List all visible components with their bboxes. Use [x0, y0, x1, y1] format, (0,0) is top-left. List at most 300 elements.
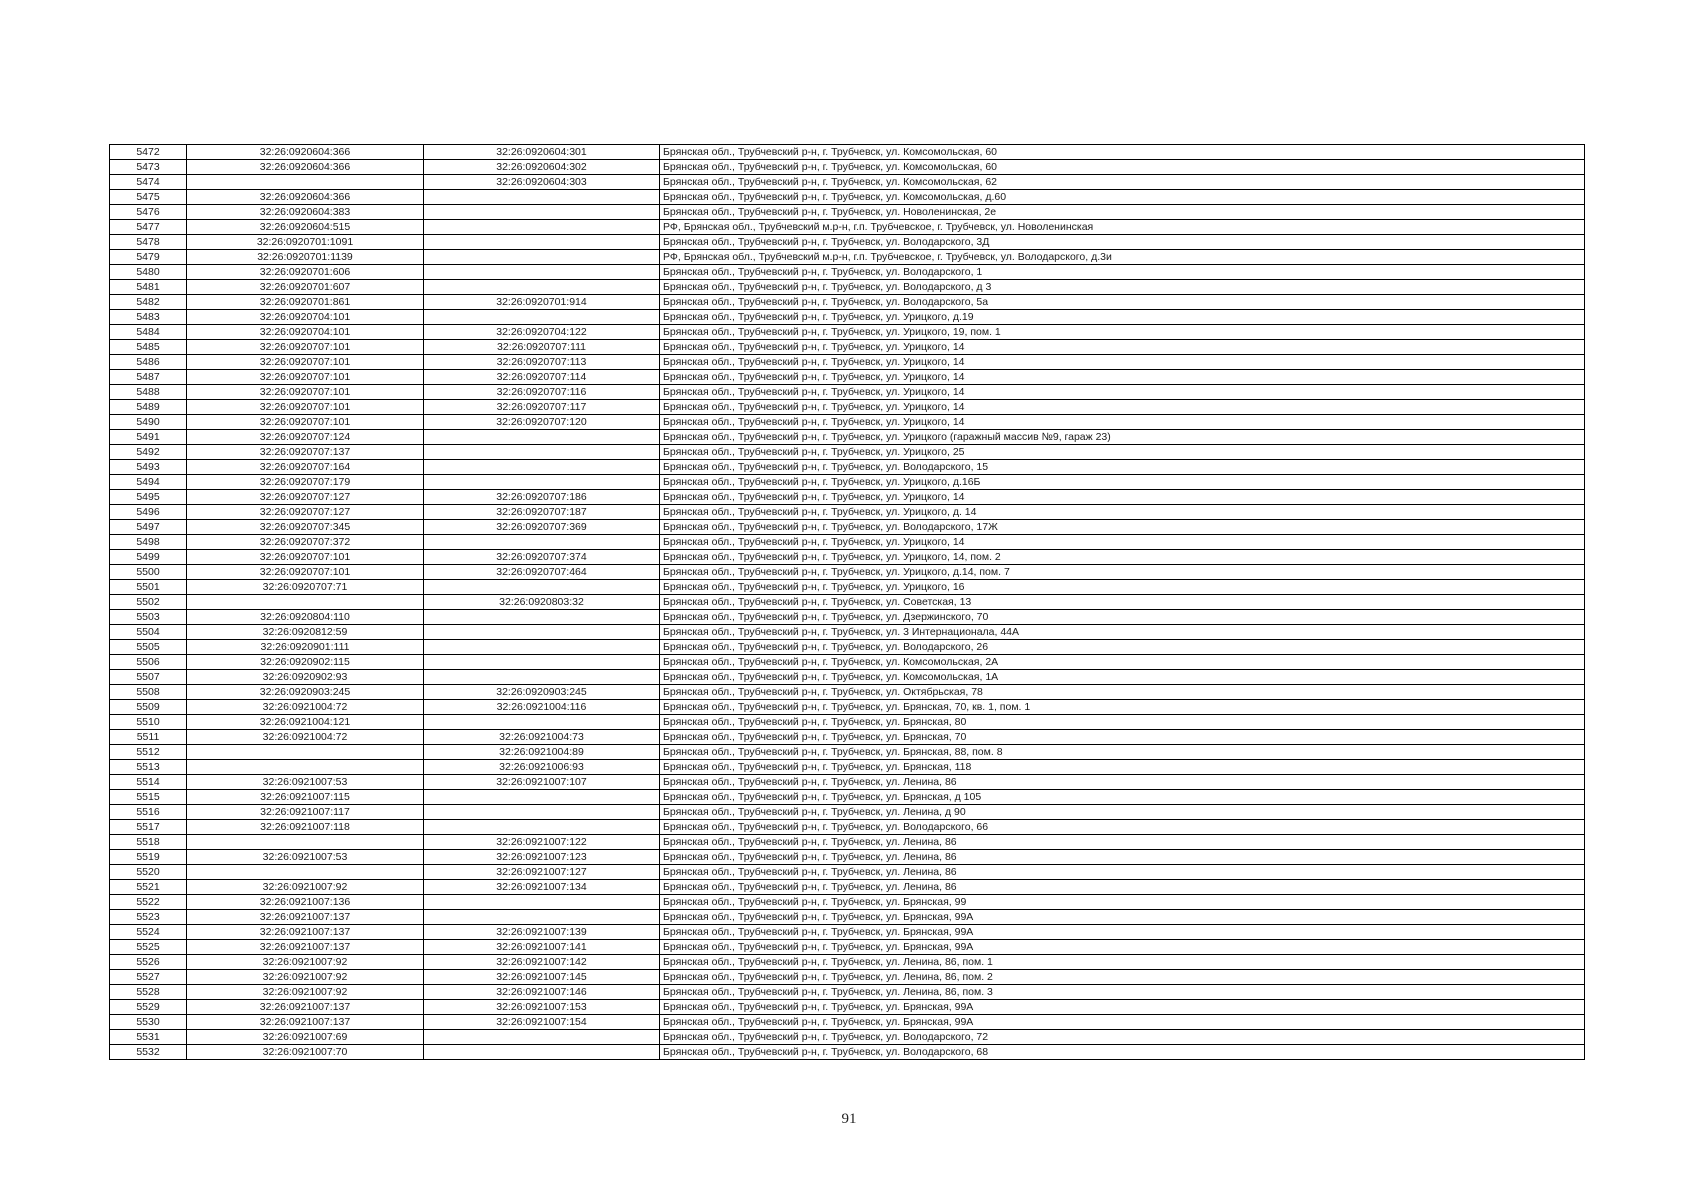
object-cadastral-number-cell: [424, 655, 660, 670]
address-cell: Брянская обл., Трубчевский р-н, г. Трубчевск, ул. Урицкого, 14: [660, 370, 1585, 385]
address-cell: Брянская обл., Трубчевский р-н, г. Трубчевск, ул. Володарского, 17Ж: [660, 520, 1585, 535]
row-number-cell: 5503: [110, 610, 187, 625]
land-cadastral-number-cell: [187, 595, 424, 610]
address-cell: Брянская обл., Трубчевский р-н, г. Трубчевск, ул. Володарского, 72: [660, 1030, 1585, 1045]
land-cadastral-number-cell: 32:26:0921007:70: [187, 1045, 424, 1060]
row-number-cell: 5473: [110, 160, 187, 175]
address-cell: Брянская обл., Трубчевский р-н, г. Трубчевск, ул. Комсомольская, 2А: [660, 655, 1585, 670]
table-row: [110, 175, 1585, 190]
table-row: [110, 610, 1585, 625]
row-number-cell: 5497: [110, 520, 187, 535]
object-cadastral-number-cell: 32:26:0921007:123: [424, 850, 660, 865]
land-cadastral-number-cell: 32:26:0921007:115: [187, 790, 424, 805]
row-number-cell: 5480: [110, 265, 187, 280]
table-row: [110, 265, 1585, 280]
address-cell: Брянская обл., Трубчевский р-н, г. Трубчевск, ул. Володарского, 15: [660, 460, 1585, 475]
row-number-cell: 5491: [110, 430, 187, 445]
land-cadastral-number-cell: 32:26:0921007:137: [187, 925, 424, 940]
row-number-cell: 5516: [110, 805, 187, 820]
address-cell: Брянская обл., Трубчевский р-н, г. Трубчевск, ул. 3 Интернационала, 44А: [660, 625, 1585, 640]
land-cadastral-number-cell: 32:26:0920707:137: [187, 445, 424, 460]
table-row: [110, 160, 1585, 175]
table-row: [110, 595, 1585, 610]
address-cell: Брянская обл., Трубчевский р-н, г. Трубчевск, ул. Комсомольская, 62: [660, 175, 1585, 190]
address-cell: Брянская обл., Трубчевский р-н, г. Трубчевск, ул. Брянская, 99А: [660, 1000, 1585, 1015]
object-cadastral-number-cell: [424, 715, 660, 730]
land-cadastral-number-cell: 32:26:0920707:101: [187, 565, 424, 580]
row-number-cell: 5485: [110, 340, 187, 355]
table-row: [110, 475, 1585, 490]
object-cadastral-number-cell: 32:26:0921007:153: [424, 1000, 660, 1015]
row-number-cell: 5483: [110, 310, 187, 325]
land-cadastral-number-cell: 32:26:0920707:345: [187, 520, 424, 535]
row-number-cell: 5490: [110, 415, 187, 430]
land-cadastral-number-cell: 32:26:0920701:606: [187, 265, 424, 280]
table-row: [110, 1000, 1585, 1015]
address-cell: Брянская обл., Трубчевский р-н, г. Трубчевск, ул. Урицкого, 14: [660, 490, 1585, 505]
table-row: [110, 340, 1585, 355]
row-number-cell: 5474: [110, 175, 187, 190]
address-cell: Брянская обл., Трубчевский р-н, г. Трубчевск, ул. Брянская, 80: [660, 715, 1585, 730]
table-row: [110, 895, 1585, 910]
address-cell: Брянская обл., Трубчевский р-н, г. Трубчевск, ул. Урицкого, 14: [660, 385, 1585, 400]
row-number-cell: 5519: [110, 850, 187, 865]
address-cell: Брянская обл., Трубчевский р-н, г. Трубчевск, ул. Дзержинского, 70: [660, 610, 1585, 625]
row-number-cell: 5523: [110, 910, 187, 925]
table-row: [110, 820, 1585, 835]
land-cadastral-number-cell: 32:26:0920707:101: [187, 550, 424, 565]
object-cadastral-number-cell: 32:26:0921007:141: [424, 940, 660, 955]
land-cadastral-number-cell: 32:26:0921007:69: [187, 1030, 424, 1045]
table-row: [110, 730, 1585, 745]
address-cell: РФ, Брянская обл., Трубчевский м.р-н, г.п. Трубчевское, г. Трубчевск, ул. Новоленинская: [660, 220, 1585, 235]
object-cadastral-number-cell: [424, 610, 660, 625]
object-cadastral-number-cell: [424, 280, 660, 295]
address-cell: Брянская обл., Трубчевский р-н, г. Трубчевск, ул. Брянская, 88, пом. 8: [660, 745, 1585, 760]
address-cell: Брянская обл., Трубчевский р-н, г. Трубчевск, ул. Володарского, 26: [660, 640, 1585, 655]
table-row: [110, 190, 1585, 205]
address-cell: Брянская обл., Трубчевский р-н, г. Трубчевск, ул. Володарского, 1: [660, 265, 1585, 280]
row-number-cell: 5481: [110, 280, 187, 295]
land-cadastral-number-cell: 32:26:0920707:127: [187, 505, 424, 520]
land-cadastral-number-cell: 32:26:0920707:101: [187, 355, 424, 370]
table-row: [110, 505, 1585, 520]
table-row: [110, 880, 1585, 895]
row-number-cell: 5486: [110, 355, 187, 370]
object-cadastral-number-cell: 32:26:0920707:114: [424, 370, 660, 385]
row-number-cell: 5506: [110, 655, 187, 670]
address-cell: Брянская обл., Трубчевский р-н, г. Трубчевск, ул. Ленина, 86: [660, 880, 1585, 895]
table-row: [110, 775, 1585, 790]
table-row: [110, 835, 1585, 850]
row-number-cell: 5531: [110, 1030, 187, 1045]
object-cadastral-number-cell: 32:26:0921007:134: [424, 880, 660, 895]
table-row: [110, 580, 1585, 595]
land-cadastral-number-cell: 32:26:0920707:372: [187, 535, 424, 550]
object-cadastral-number-cell: 32:26:0920707:117: [424, 400, 660, 415]
table-row: [110, 1015, 1585, 1030]
table-row: [110, 655, 1585, 670]
land-cadastral-number-cell: 32:26:0921007:137: [187, 1000, 424, 1015]
table-row: [110, 970, 1585, 985]
address-cell: Брянская обл., Трубчевский р-н, г. Трубчевск, ул. Урицкого, д.16Б: [660, 475, 1585, 490]
row-number-cell: 5488: [110, 385, 187, 400]
land-cadastral-number-cell: 32:26:0920707:164: [187, 460, 424, 475]
land-cadastral-number-cell: 32:26:0921007:117: [187, 805, 424, 820]
object-cadastral-number-cell: 32:26:0920707:464: [424, 565, 660, 580]
row-number-cell: 5498: [110, 535, 187, 550]
table-row: [110, 865, 1585, 880]
table-row: [110, 445, 1585, 460]
address-cell: Брянская обл., Трубчевский р-н, г. Трубчевск, ул. Урицкого, д.19: [660, 310, 1585, 325]
address-cell: Брянская обл., Трубчевский р-н, г. Трубчевск, ул. Урицкого, 14: [660, 415, 1585, 430]
object-cadastral-number-cell: [424, 265, 660, 280]
address-cell: Брянская обл., Трубчевский р-н, г. Трубчевск, ул. Володарского, 3Д: [660, 235, 1585, 250]
cadastre-table: [109, 144, 1585, 1060]
object-cadastral-number-cell: [424, 475, 660, 490]
table-row: [110, 745, 1585, 760]
table-row: [110, 640, 1585, 655]
object-cadastral-number-cell: 32:26:0920707:187: [424, 505, 660, 520]
land-cadastral-number-cell: 32:26:0921007:118: [187, 820, 424, 835]
object-cadastral-number-cell: 32:26:0921007:146: [424, 985, 660, 1000]
row-number-cell: 5518: [110, 835, 187, 850]
address-cell: Брянская обл., Трубчевский р-н, г. Трубчевск, ул. Урицкого, 25: [660, 445, 1585, 460]
object-cadastral-number-cell: 32:26:0920604:301: [424, 145, 660, 160]
land-cadastral-number-cell: [187, 835, 424, 850]
row-number-cell: 5512: [110, 745, 187, 760]
object-cadastral-number-cell: 32:26:0921004:116: [424, 700, 660, 715]
row-number-cell: 5495: [110, 490, 187, 505]
land-cadastral-number-cell: 32:26:0920707:101: [187, 385, 424, 400]
table-row: [110, 355, 1585, 370]
table-row: [110, 670, 1585, 685]
object-cadastral-number-cell: [424, 670, 660, 685]
object-cadastral-number-cell: 32:26:0921007:122: [424, 835, 660, 850]
table-row: [110, 145, 1585, 160]
row-number-cell: 5479: [110, 250, 187, 265]
table-row: [110, 790, 1585, 805]
land-cadastral-number-cell: 32:26:0920704:101: [187, 325, 424, 340]
table-row: [110, 910, 1585, 925]
object-cadastral-number-cell: 32:26:0920903:245: [424, 685, 660, 700]
land-cadastral-number-cell: 32:26:0920901:111: [187, 640, 424, 655]
table-row: [110, 955, 1585, 970]
table-row: [110, 685, 1585, 700]
row-number-cell: 5476: [110, 205, 187, 220]
address-cell: Брянская обл., Трубчевский р-н, г. Трубчевск, ул. Ленина, 86: [660, 775, 1585, 790]
object-cadastral-number-cell: [424, 640, 660, 655]
address-cell: Брянская обл., Трубчевский р-н, г. Трубчевск, ул. Урицкого, 14: [660, 340, 1585, 355]
address-cell: РФ, Брянская обл., Трубчевский м.р-н, г.п. Трубчевское, г. Трубчевск, ул. Володарского, д.3и: [660, 250, 1585, 265]
row-number-cell: 5508: [110, 685, 187, 700]
row-number-cell: 5522: [110, 895, 187, 910]
address-cell: Брянская обл., Трубчевский р-н, г. Трубчевск, ул. Ленина, д 90: [660, 805, 1585, 820]
address-cell: Брянская обл., Трубчевский р-н, г. Трубчевск, ул. Володарского, 66: [660, 820, 1585, 835]
object-cadastral-number-cell: 32:26:0921004:89: [424, 745, 660, 760]
row-number-cell: 5520: [110, 865, 187, 880]
row-number-cell: 5524: [110, 925, 187, 940]
table-row: [110, 625, 1585, 640]
row-number-cell: 5509: [110, 700, 187, 715]
address-cell: Брянская обл., Трубчевский р-н, г. Трубчевск, ул. Урицкого, 16: [660, 580, 1585, 595]
address-cell: Брянская обл., Трубчевский р-н, г. Трубчевск, ул. Урицкого, 14: [660, 535, 1585, 550]
object-cadastral-number-cell: [424, 805, 660, 820]
cadastre-table-body: [110, 145, 1585, 1060]
table-row: [110, 490, 1585, 505]
row-number-cell: 5529: [110, 1000, 187, 1015]
object-cadastral-number-cell: [424, 310, 660, 325]
land-cadastral-number-cell: 32:26:0921007:92: [187, 880, 424, 895]
land-cadastral-number-cell: 32:26:0920812:59: [187, 625, 424, 640]
land-cadastral-number-cell: 32:26:0920707:101: [187, 400, 424, 415]
table-row: [110, 940, 1585, 955]
land-cadastral-number-cell: 32:26:0920704:101: [187, 310, 424, 325]
object-cadastral-number-cell: [424, 430, 660, 445]
land-cadastral-number-cell: 32:26:0921004:72: [187, 700, 424, 715]
row-number-cell: 5489: [110, 400, 187, 415]
object-cadastral-number-cell: 32:26:0920707:116: [424, 385, 660, 400]
address-cell: Брянская обл., Трубчевский р-н, г. Трубчевск, ул. Брянская, 99А: [660, 1015, 1585, 1030]
address-cell: Брянская обл., Трубчевский р-н, г. Трубчевск, ул. Брянская, 118: [660, 760, 1585, 775]
object-cadastral-number-cell: 32:26:0921007:145: [424, 970, 660, 985]
table-row: [110, 370, 1585, 385]
land-cadastral-number-cell: 32:26:0921007:92: [187, 955, 424, 970]
object-cadastral-number-cell: 32:26:0921007:154: [424, 1015, 660, 1030]
address-cell: Брянская обл., Трубчевский р-н, г. Трубчевск, ул. Урицкого (гаражный массив №9, гараж 23): [660, 430, 1585, 445]
table-row: [110, 415, 1585, 430]
land-cadastral-number-cell: 32:26:0920701:607: [187, 280, 424, 295]
object-cadastral-number-cell: [424, 1030, 660, 1045]
object-cadastral-number-cell: [424, 910, 660, 925]
address-cell: Брянская обл., Трубчевский р-н, г. Трубчевск, ул. Брянская, 99А: [660, 940, 1585, 955]
table-row: [110, 280, 1585, 295]
land-cadastral-number-cell: 32:26:0921007:92: [187, 970, 424, 985]
land-cadastral-number-cell: 32:26:0920707:101: [187, 340, 424, 355]
address-cell: Брянская обл., Трубчевский р-н, г. Трубчевск, ул. Брянская, 99А: [660, 925, 1585, 940]
land-cadastral-number-cell: 32:26:0920701:1139: [187, 250, 424, 265]
land-cadastral-number-cell: 32:26:0920604:366: [187, 145, 424, 160]
object-cadastral-number-cell: [424, 235, 660, 250]
row-number-cell: 5507: [110, 670, 187, 685]
table-row: [110, 715, 1585, 730]
land-cadastral-number-cell: [187, 760, 424, 775]
table-row: [110, 985, 1585, 1000]
object-cadastral-number-cell: 32:26:0921007:142: [424, 955, 660, 970]
address-cell: Брянская обл., Трубчевский р-н, г. Трубчевск, ул. Урицкого, 14: [660, 355, 1585, 370]
address-cell: Брянская обл., Трубчевский р-н, г. Трубчевск, ул. Комсомольская, 60: [660, 160, 1585, 175]
object-cadastral-number-cell: 32:26:0920707:186: [424, 490, 660, 505]
table-row: [110, 565, 1585, 580]
row-number-cell: 5478: [110, 235, 187, 250]
table-row: [110, 400, 1585, 415]
address-cell: Брянская обл., Трубчевский р-н, г. Трубчевск, ул. Комсомольская, 60: [660, 145, 1585, 160]
row-number-cell: 5477: [110, 220, 187, 235]
table-row: [110, 1045, 1585, 1060]
address-cell: Брянская обл., Трубчевский р-н, г. Трубчевск, ул. Ленина, 86: [660, 835, 1585, 850]
object-cadastral-number-cell: [424, 580, 660, 595]
row-number-cell: 5496: [110, 505, 187, 520]
land-cadastral-number-cell: 32:26:0921007:137: [187, 910, 424, 925]
object-cadastral-number-cell: 32:26:0921006:93: [424, 760, 660, 775]
row-number-cell: 5532: [110, 1045, 187, 1060]
object-cadastral-number-cell: [424, 205, 660, 220]
address-cell: Брянская обл., Трубчевский р-н, г. Трубчевск, ул. Ленина, 86: [660, 865, 1585, 880]
row-number-cell: 5504: [110, 625, 187, 640]
object-cadastral-number-cell: 32:26:0921007:139: [424, 925, 660, 940]
object-cadastral-number-cell: 32:26:0920707:374: [424, 550, 660, 565]
table-row: [110, 1030, 1585, 1045]
land-cadastral-number-cell: 32:26:0920903:245: [187, 685, 424, 700]
row-number-cell: 5521: [110, 880, 187, 895]
land-cadastral-number-cell: 32:26:0920701:1091: [187, 235, 424, 250]
table-row: [110, 205, 1585, 220]
land-cadastral-number-cell: 32:26:0920604:515: [187, 220, 424, 235]
row-number-cell: 5505: [110, 640, 187, 655]
row-number-cell: 5517: [110, 820, 187, 835]
table-row: [110, 805, 1585, 820]
object-cadastral-number-cell: [424, 535, 660, 550]
object-cadastral-number-cell: 32:26:0921004:73: [424, 730, 660, 745]
object-cadastral-number-cell: 32:26:0920707:120: [424, 415, 660, 430]
object-cadastral-number-cell: [424, 1045, 660, 1060]
land-cadastral-number-cell: 32:26:0921004:72: [187, 730, 424, 745]
land-cadastral-number-cell: 32:26:0920902:93: [187, 670, 424, 685]
address-cell: Брянская обл., Трубчевский р-н, г. Трубчевск, ул. Комсомольская, д.60: [660, 190, 1585, 205]
row-number-cell: 5484: [110, 325, 187, 340]
address-cell: Брянская обл., Трубчевский р-н, г. Трубчевск, ул. Брянская, д 105: [660, 790, 1585, 805]
land-cadastral-number-cell: [187, 745, 424, 760]
table-row: [110, 235, 1585, 250]
land-cadastral-number-cell: 32:26:0921007:92: [187, 985, 424, 1000]
land-cadastral-number-cell: 32:26:0920707:124: [187, 430, 424, 445]
address-cell: Брянская обл., Трубчевский р-н, г. Трубчевск, ул. Брянская, 99: [660, 895, 1585, 910]
land-cadastral-number-cell: 32:26:0921007:53: [187, 850, 424, 865]
row-number-cell: 5511: [110, 730, 187, 745]
row-number-cell: 5482: [110, 295, 187, 310]
land-cadastral-number-cell: 32:26:0920707:127: [187, 490, 424, 505]
address-cell: Брянская обл., Трубчевский р-н, г. Трубчевск, ул. Ленина, 86, пом. 1: [660, 955, 1585, 970]
row-number-cell: 5494: [110, 475, 187, 490]
object-cadastral-number-cell: 32:26:0920701:914: [424, 295, 660, 310]
page-number: 91: [841, 1111, 857, 1127]
land-cadastral-number-cell: 32:26:0921007:137: [187, 940, 424, 955]
row-number-cell: 5527: [110, 970, 187, 985]
address-cell: Брянская обл., Трубчевский р-н, г. Трубчевск, ул. Урицкого, 14: [660, 400, 1585, 415]
row-number-cell: 5510: [110, 715, 187, 730]
address-cell: Брянская обл., Трубчевский р-н, г. Трубчевск, ул. Новоленинская, 2е: [660, 205, 1585, 220]
row-number-cell: 5513: [110, 760, 187, 775]
address-cell: Брянская обл., Трубчевский р-н, г. Трубчевск, ул. Урицкого, д.14, пом. 7: [660, 565, 1585, 580]
land-cadastral-number-cell: 32:26:0920804:110: [187, 610, 424, 625]
object-cadastral-number-cell: [424, 220, 660, 235]
table-row: [110, 700, 1585, 715]
object-cadastral-number-cell: 32:26:0920707:369: [424, 520, 660, 535]
row-number-cell: 5514: [110, 775, 187, 790]
land-cadastral-number-cell: 32:26:0921007:53: [187, 775, 424, 790]
land-cadastral-number-cell: 32:26:0920707:179: [187, 475, 424, 490]
object-cadastral-number-cell: [424, 625, 660, 640]
table-row: [110, 535, 1585, 550]
land-cadastral-number-cell: 32:26:0921004:121: [187, 715, 424, 730]
land-cadastral-number-cell: [187, 175, 424, 190]
address-cell: Брянская обл., Трубчевский р-н, г. Трубчевск, ул. Брянская, 70, кв. 1, пом. 1: [660, 700, 1585, 715]
object-cadastral-number-cell: [424, 460, 660, 475]
object-cadastral-number-cell: 32:26:0921007:107: [424, 775, 660, 790]
land-cadastral-number-cell: 32:26:0921007:137: [187, 1015, 424, 1030]
object-cadastral-number-cell: [424, 790, 660, 805]
object-cadastral-number-cell: 32:26:0920707:113: [424, 355, 660, 370]
address-cell: Брянская обл., Трубчевский р-н, г. Трубчевск, ул. Ленина, 86, пом. 2: [660, 970, 1585, 985]
table-row: [110, 385, 1585, 400]
row-number-cell: 5499: [110, 550, 187, 565]
object-cadastral-number-cell: [424, 250, 660, 265]
object-cadastral-number-cell: 32:26:0920803:32: [424, 595, 660, 610]
table-row: [110, 220, 1585, 235]
row-number-cell: 5493: [110, 460, 187, 475]
object-cadastral-number-cell: 32:26:0920604:303: [424, 175, 660, 190]
object-cadastral-number-cell: [424, 190, 660, 205]
address-cell: Брянская обл., Трубчевский р-н, г. Трубчевск, ул. Октябрьская, 78: [660, 685, 1585, 700]
row-number-cell: 5501: [110, 580, 187, 595]
row-number-cell: 5492: [110, 445, 187, 460]
land-cadastral-number-cell: 32:26:0921007:136: [187, 895, 424, 910]
table-row: [110, 310, 1585, 325]
address-cell: Брянская обл., Трубчевский р-н, г. Трубчевск, ул. Володарского, д 3: [660, 280, 1585, 295]
object-cadastral-number-cell: [424, 445, 660, 460]
row-number-cell: 5500: [110, 565, 187, 580]
table-row: [110, 325, 1585, 340]
object-cadastral-number-cell: [424, 820, 660, 835]
land-cadastral-number-cell: 32:26:0920902:115: [187, 655, 424, 670]
table-row: [110, 850, 1585, 865]
land-cadastral-number-cell: [187, 865, 424, 880]
table-row: [110, 520, 1585, 535]
table-row: [110, 250, 1585, 265]
land-cadastral-number-cell: 32:26:0920707:71: [187, 580, 424, 595]
table-row: [110, 760, 1585, 775]
land-cadastral-number-cell: 32:26:0920604:383: [187, 205, 424, 220]
object-cadastral-number-cell: 32:26:0921007:127: [424, 865, 660, 880]
row-number-cell: 5530: [110, 1015, 187, 1030]
address-cell: Брянская обл., Трубчевский р-н, г. Трубчевск, ул. Советская, 13: [660, 595, 1585, 610]
land-cadastral-number-cell: 32:26:0920604:366: [187, 160, 424, 175]
object-cadastral-number-cell: 32:26:0920604:302: [424, 160, 660, 175]
address-cell: Брянская обл., Трубчевский р-н, г. Трубчевск, ул. Урицкого, 14, пом. 2: [660, 550, 1585, 565]
row-number-cell: 5502: [110, 595, 187, 610]
address-cell: Брянская обл., Трубчевский р-н, г. Трубчевск, ул. Комсомольская, 1А: [660, 670, 1585, 685]
land-cadastral-number-cell: 32:26:0920604:366: [187, 190, 424, 205]
address-cell: Брянская обл., Трубчевский р-н, г. Трубчевск, ул. Брянская, 99А: [660, 910, 1585, 925]
row-number-cell: 5515: [110, 790, 187, 805]
row-number-cell: 5487: [110, 370, 187, 385]
address-cell: Брянская обл., Трубчевский р-н, г. Трубчевск, ул. Володарского, 5а: [660, 295, 1585, 310]
land-cadastral-number-cell: 32:26:0920707:101: [187, 370, 424, 385]
address-cell: Брянская обл., Трубчевский р-н, г. Трубчевск, ул. Урицкого, 19, пом. 1: [660, 325, 1585, 340]
land-cadastral-number-cell: 32:26:0920707:101: [187, 415, 424, 430]
address-cell: Брянская обл., Трубчевский р-н, г. Трубчевск, ул. Брянская, 70: [660, 730, 1585, 745]
table-row: [110, 460, 1585, 475]
object-cadastral-number-cell: [424, 895, 660, 910]
table-row: [110, 550, 1585, 565]
table-row: [110, 925, 1585, 940]
row-number-cell: 5526: [110, 955, 187, 970]
table-row: [110, 430, 1585, 445]
object-cadastral-number-cell: 32:26:0920704:122: [424, 325, 660, 340]
address-cell: Брянская обл., Трубчевский р-н, г. Трубчевск, ул. Ленина, 86: [660, 850, 1585, 865]
row-number-cell: 5525: [110, 940, 187, 955]
address-cell: Брянская обл., Трубчевский р-н, г. Трубчевск, ул. Ленина, 86, пом. 3: [660, 985, 1585, 1000]
